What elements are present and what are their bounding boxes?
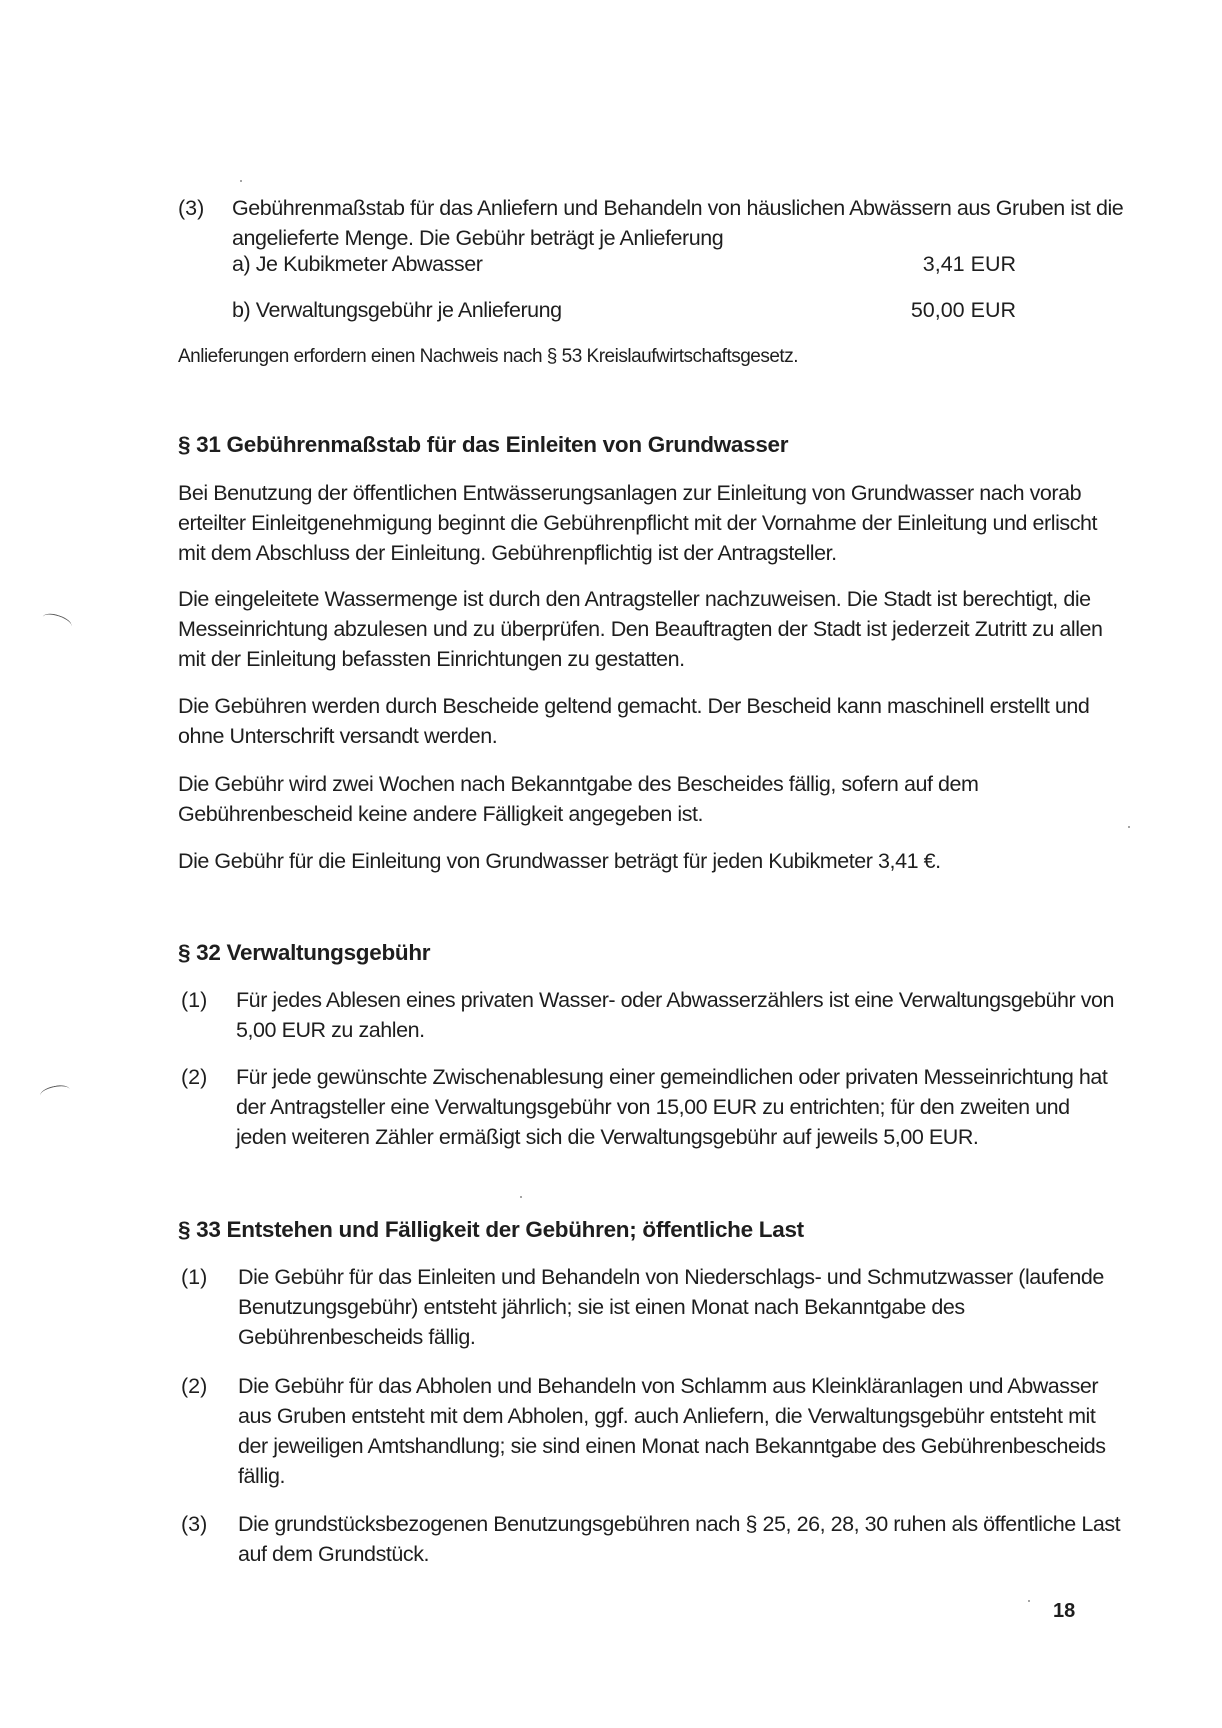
item-text-line: jeden weiteren Zähler ermäßigt sich die Verwaltungsgebühr auf jeweils 5,00 EUR. (236, 1125, 979, 1149)
item-text-line: Die grundstücksbezogenen Benutzungsgebühren nach § 25, 26, 28, 30 ruhen als öffentliche Last (238, 1512, 1121, 1536)
item-text-line: Gebührenbescheids fällig. (238, 1325, 476, 1349)
paragraph-line: Bei Benutzung der öffentlichen Entwässerungsanlagen zur Einleitung von Grundwasser nach vorab (178, 481, 1082, 505)
item-text-line: aus Gruben entsteht mit dem Abholen, ggf. auch Anliefern, die Verwaltungsgebühr entsteht mit (238, 1404, 1096, 1428)
section-heading: § 31 Gebührenmaßstab für das Einleiten von Grundwasser (178, 432, 789, 457)
page-number: 18 (1053, 1600, 1076, 1622)
item-text-line: Gebührenmaßstab für das Anliefern und Behandeln von häuslichen Abwässern aus Gruben ist die (232, 196, 1124, 220)
paragraph-line: Die Gebühren werden durch Bescheide geltend gemacht. Der Bescheid kann maschinell erstellt und (178, 694, 1090, 718)
punch-mark (41, 611, 74, 633)
paragraph-line: Die eingeleitete Wassermenge ist durch den Antragsteller nachzuweisen. Die Stadt ist berechtigt, die (178, 587, 1091, 611)
item-text-line: 5,00 EUR zu zahlen. (236, 1018, 425, 1042)
item-text-line: Für jedes Ablesen eines privaten Wasser- oder Abwasserzählers ist eine Verwaltungsgebühr von (236, 988, 1115, 1012)
paragraph-line: Die Gebühr für die Einleitung von Grundwasser beträgt für jeden Kubikmeter 3,41 €. (178, 849, 941, 873)
scan-speck (240, 180, 242, 182)
punch-mark (39, 1083, 71, 1102)
item-text-line: auf dem Grundstück. (238, 1542, 430, 1566)
fee-label: a) Je Kubikmeter Abwasser (232, 252, 483, 276)
item-number: (1) (181, 988, 208, 1012)
item-number: (2) (181, 1065, 208, 1089)
scan-speck (520, 1196, 522, 1198)
item-text-line: Die Gebühr für das Einleiten und Behandeln von Niederschlags- und Schmutzwasser (laufende (238, 1265, 1104, 1289)
fee-amount: 50,00 EUR (910, 298, 1016, 322)
item-text-line: der Antragsteller eine Verwaltungsgebühr von 15,00 EUR zu entrichten; für den zweiten und (236, 1095, 1070, 1119)
paragraph-line: mit der Einleitung befassten Einrichtungen zu gestatten. (178, 647, 685, 671)
paragraph-line: mit dem Abschluss der Einleitung. Gebührenpflichtig ist der Antragsteller. (178, 541, 837, 565)
item-text-line: angelieferte Menge. Die Gebühr beträgt je Anlieferung (232, 226, 724, 250)
item-number: (3) (181, 1512, 208, 1536)
item-text-line: Benutzungsgebühr) entsteht jährlich; sie ist einen Monat nach Bekanntgabe des (238, 1295, 965, 1319)
section-heading: § 32 Verwaltungsgebühr (178, 940, 431, 965)
paragraph-line: ohne Unterschrift versandt werden. (178, 724, 498, 748)
paragraph-line: Messeinrichtung abzulesen und zu überprüfen. Den Beauftragten der Stadt ist jederzeit Zutritt zu allen (178, 617, 1103, 641)
scan-speck (1028, 1600, 1030, 1602)
scan-speck (1128, 826, 1130, 828)
item-number: (3) (178, 196, 205, 220)
note-text: Anlieferungen erfordern einen Nachweis nach § 53 Kreislaufwirtschaftsgesetz. (178, 346, 798, 367)
item-text-line: fällig. (238, 1464, 286, 1488)
fee-amount: 3,41 EUR (922, 252, 1016, 276)
fee-label: b) Verwaltungsgebühr je Anlieferung (232, 298, 562, 322)
item-number: (1) (181, 1265, 208, 1289)
item-text-line: Die Gebühr für das Abholen und Behandeln von Schlamm aus Kleinkläranlagen und Abwasser (238, 1374, 1099, 1398)
item-text-line: der jeweiligen Amtshandlung; sie sind einen Monat nach Bekanntgabe des Gebührenbescheids (238, 1434, 1106, 1458)
paragraph-line: Gebührenbescheid keine andere Fälligkeit angegeben ist. (178, 802, 704, 826)
paragraph-line: erteilter Einleitgenehmigung beginnt die Gebührenpflicht mit der Vornahme der Einleitung und erlischt (178, 511, 1098, 535)
section-heading: § 33 Entstehen und Fälligkeit der Gebühren; öffentliche Last (178, 1217, 804, 1242)
item-number: (2) (181, 1374, 208, 1398)
paragraph-line: Die Gebühr wird zwei Wochen nach Bekanntgabe des Bescheides fällig, sofern auf dem (178, 772, 979, 796)
item-text-line: Für jede gewünschte Zwischenablesung einer gemeindlichen oder privaten Messeinrichtung hat (236, 1065, 1108, 1089)
